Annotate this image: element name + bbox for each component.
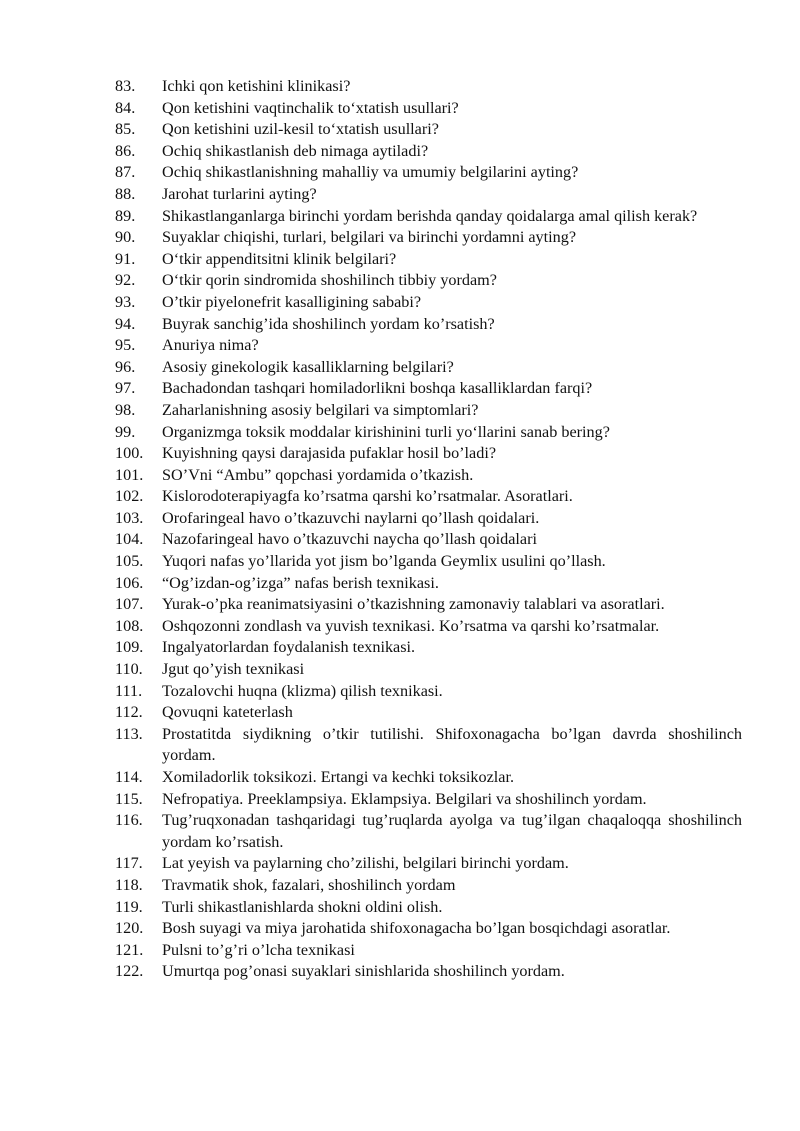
question-text: Kislorodoterapiyagfa ko’rsatma qarshi ko’rsatmalar. Asoratlari.: [162, 487, 573, 506]
question-item: [0, 810, 800, 853]
question-text: Ingalyatorlardan foydalanish texnikasi.: [162, 638, 416, 657]
question-number: 104.: [115, 530, 144, 549]
question-number: 85.: [115, 120, 136, 139]
question-item: [0, 702, 800, 724]
question-item: [0, 292, 800, 314]
question-number: 118.: [115, 875, 143, 894]
question-number: 109.: [115, 638, 144, 657]
question-item: [0, 616, 800, 638]
question-item: [0, 227, 800, 249]
question-item: [0, 314, 800, 336]
question-item: [0, 98, 800, 120]
question-item: [0, 681, 800, 703]
question-item: [0, 206, 800, 228]
question-text: Ochiq shikastlanishning mahalliy va umumiy belgilarini ayting?: [162, 163, 579, 182]
question-text: Qon ketishini uzil-kesil to‘xtatish usullari?: [162, 120, 439, 139]
question-item: [0, 270, 800, 292]
question-number: 98.: [115, 400, 136, 419]
question-text: Bachadondan tashqari homiladorlikni boshqa kasalliklardan farqi?: [162, 379, 593, 398]
question-item: [0, 119, 800, 141]
question-item: [0, 594, 800, 616]
question-item: [0, 335, 800, 357]
question-number: 106.: [115, 573, 144, 592]
question-text: Jarohat turlarini ayting?: [162, 184, 317, 203]
question-number: 100.: [115, 444, 144, 463]
question-item: [0, 184, 800, 206]
question-number: 89.: [115, 206, 136, 225]
question-item: [0, 940, 800, 962]
question-text: Nefropatiya. Preeklampsiya. Eklampsiya. Belgilari va shoshilinch yordam.: [162, 789, 647, 808]
question-text: Qovuqni kateterlash: [162, 703, 293, 722]
question-number: 93.: [115, 292, 136, 311]
question-item: [0, 573, 800, 595]
question-item: [0, 141, 800, 163]
question-number: 96.: [115, 357, 136, 376]
question-number: 87.: [115, 163, 136, 182]
question-text: O‘tkir appenditsitni klinik belgilari?: [162, 249, 397, 268]
question-item: [0, 508, 800, 530]
question-list: [0, 76, 800, 983]
question-text: Nazofaringeal havo o’tkazuvchi naycha qo’llash qoidalari: [162, 530, 538, 549]
question-text: Turli shikastlanishlarda shokni oldini olish.: [162, 897, 443, 916]
question-number: 114.: [115, 768, 143, 786]
question-number: 121.: [115, 940, 144, 959]
question-item: [0, 249, 800, 271]
question-number: 91.: [115, 249, 136, 268]
question-text: Yuqori nafas yo’llarida yot jism bo’lganda Geymlix usulini qo’llash.: [162, 552, 606, 571]
question-text: Buyrak sanchig’ida shoshilinch yordam ko’rsatish?: [162, 314, 495, 333]
question-number: 108.: [115, 616, 144, 635]
question-text: Bosh suyagi va miya jarohatida shifoxonagacha bo’lgan bosqichdagi asoratlar.: [162, 919, 671, 938]
question-item: [0, 529, 800, 551]
question-text: Qon ketishini vaqtinchalik to‘xtatish usullari?: [162, 98, 459, 117]
question-item: [0, 378, 800, 400]
question-number: 112.: [115, 703, 143, 722]
question-text: SO’Vni “Ambu” qopchasi yordamida o’tkazish.: [162, 465, 474, 484]
question-number: 95.: [115, 336, 136, 355]
question-item: [0, 767, 800, 789]
question-number: 117.: [115, 854, 143, 873]
question-number: 92.: [115, 271, 136, 290]
question-text: Oshqozonni zondlash va yuvish texnikasi. Ko’rsatma va qarshi ko’rsatmalar.: [162, 616, 660, 635]
question-number: 94.: [115, 314, 136, 333]
question-number: 120.: [115, 919, 144, 938]
question-text: “Og’izdan-og’izga” nafas berish texnikasi.: [162, 573, 439, 592]
question-text: Jgut qo’yish texnikasi: [162, 660, 305, 679]
question-text: Ichki qon ketishini klinikasi?: [162, 77, 351, 95]
question-text: Anuriya nima?: [162, 336, 259, 355]
question-item: [0, 422, 800, 444]
question-number: 103.: [115, 508, 144, 527]
question-item: [0, 637, 800, 659]
question-number: 88.: [115, 184, 136, 203]
question-item: [0, 400, 800, 422]
question-text: Orofaringeal havo o’tkazuvchi naylarni qo’llash qoidalari.: [162, 508, 540, 527]
question-text: Organizmga toksik moddalar kirishinini turli yo‘llarini sanab bering?: [162, 422, 610, 441]
question-item: [0, 853, 800, 875]
question-text: Xomiladorlik toksikozi. Ertangi va kechki toksikozlar.: [162, 768, 515, 786]
question-text: Yurak-o’pka reanimatsiyasini o’tkazishning zamonaviy talablari va asoratlari.: [162, 595, 665, 614]
question-text: Pulsni to’g’ri o’lcha texnikasi: [162, 940, 355, 959]
question-number: 119.: [115, 897, 143, 916]
question-text: Tug’ruqxonadan tashqaridagi tug’ruqlarda ayolga va tug’ilgan chaqaloqqa shoshilinch yordam ko’rsatish.: [162, 811, 742, 851]
question-item: [0, 486, 800, 508]
question-text: Prostatitda siydikning o’tkir tutilishi. Shifoxonagacha bo’lgan davrda shoshilinch yordam.: [162, 724, 742, 765]
question-text: Tozalovchi huqna (klizma) qilish texnikasi.: [162, 681, 443, 700]
question-number: 86.: [115, 141, 136, 160]
question-text: Travmatik shok, fazalari, shoshilinch yordam: [162, 875, 456, 894]
question-text: O’tkir piyelonefrit kasalligining sababi?: [162, 292, 422, 311]
question-number: 102.: [115, 487, 144, 506]
question-text: O‘tkir qorin sindromida shoshilinch tibbiy yordam?: [162, 271, 497, 290]
question-number: 99.: [115, 422, 136, 441]
question-number: 97.: [115, 379, 136, 398]
question-number: 101.: [115, 465, 144, 484]
question-number: 115.: [115, 789, 143, 808]
question-item: [0, 918, 800, 940]
question-text: Lat yeyish va paylarning cho’zilishi, belgilari birinchi yordam.: [162, 854, 569, 873]
question-item: [0, 551, 800, 573]
question-item: [0, 789, 800, 811]
question-item: [0, 961, 800, 983]
question-item: [0, 897, 800, 919]
question-text: Umurtqa pog’onasi suyaklari sinishlarida shoshilinch yordam.: [162, 962, 565, 981]
question-item: [0, 76, 800, 98]
question-number: 90.: [115, 228, 136, 247]
question-number: 110.: [115, 660, 143, 679]
question-number: 116.: [115, 811, 143, 830]
question-number: 122.: [115, 962, 144, 981]
question-text: Asosiy ginekologik kasalliklarning belgilari?: [162, 357, 454, 376]
question-number: 111.: [115, 681, 143, 700]
question-number: 107.: [115, 595, 144, 614]
question-item: [0, 724, 800, 767]
question-item: [0, 659, 800, 681]
question-text: Suyaklar chiqishi, turlari, belgilari va birinchi yordamni ayting?: [162, 228, 577, 247]
question-text: Shikastlanganlarga birinchi yordam berishda qanday qoidalarga amal qilish kerak?: [162, 206, 698, 225]
question-text: Kuyishning qaysi darajasida pufaklar hosil bo’ladi?: [162, 444, 497, 463]
question-item: [0, 357, 800, 379]
question-text: Zaharlanishning asosiy belgilari va simptomlari?: [162, 400, 479, 419]
question-item: [0, 443, 800, 465]
question-item: [0, 465, 800, 487]
question-number: 113.: [115, 724, 143, 743]
question-item: [0, 162, 800, 184]
question-number: 83.: [115, 77, 136, 95]
question-number: 84.: [115, 98, 136, 117]
document-page: [0, 76, 800, 983]
question-text: Ochiq shikastlanish deb nimaga aytiladi?: [162, 141, 429, 160]
question-item: [0, 875, 800, 897]
question-number: 105.: [115, 552, 144, 571]
